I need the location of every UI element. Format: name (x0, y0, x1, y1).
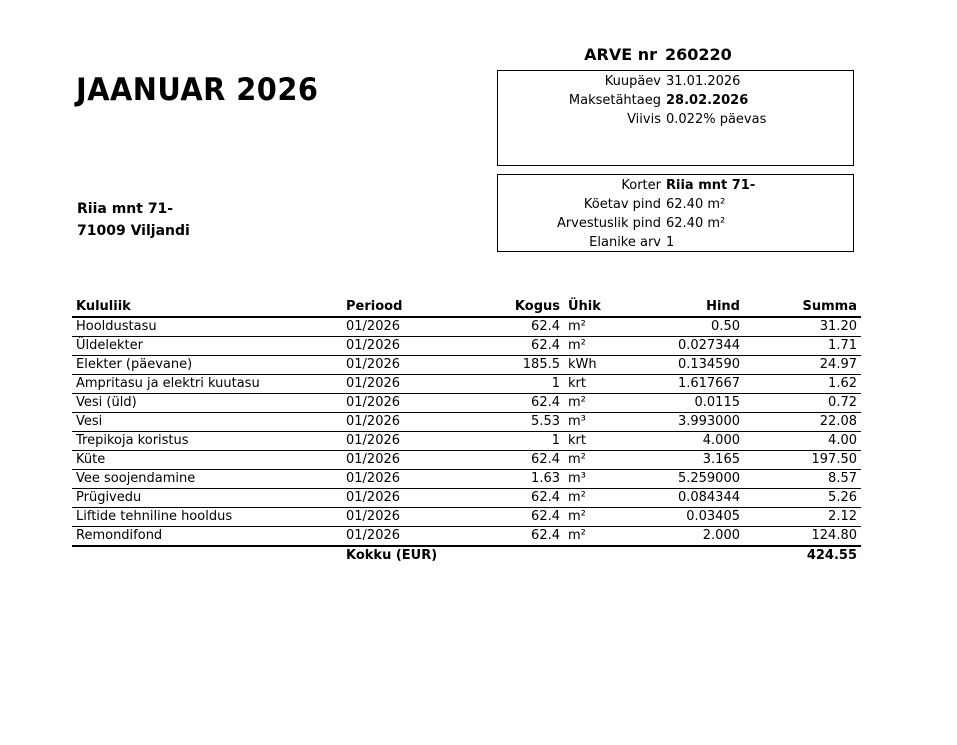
cell-quantity: 62.4 (482, 508, 564, 527)
late-fee-row (498, 110, 853, 129)
table-header-row (72, 297, 861, 317)
total-label: Kokku (EUR) (346, 548, 438, 563)
cell-period: 01/2026 (342, 432, 482, 451)
table-row (72, 432, 861, 451)
col-header-price: Hind (630, 297, 744, 317)
cell-sum: 5.26 (744, 489, 861, 508)
heated-area-row (498, 195, 853, 214)
cell-type: Vesi (72, 413, 342, 432)
cell-type: Trepikoja koristus (72, 432, 342, 451)
cell-quantity: 5.53 (482, 413, 564, 432)
col-header-sum: Summa (744, 297, 861, 317)
total-value: 424.55 (806, 548, 857, 563)
cell-type: Ampritasu ja elektri kuutasu (72, 375, 342, 394)
cell-price: 0.50 (630, 317, 744, 337)
cell-unit: m² (564, 527, 630, 547)
invoice-label: ARVE nr (584, 45, 657, 64)
cell-price: 0.134590 (630, 356, 744, 375)
cell-type: Hooldustasu (72, 317, 342, 337)
cell-unit: krt (564, 375, 630, 394)
invoice-date-value: 31.01.2026 (666, 74, 741, 89)
table-total-row (72, 546, 861, 565)
cell-type: Remondifond (72, 527, 342, 547)
invoice-number-line (582, 45, 732, 64)
cell-unit: m² (564, 337, 630, 356)
table-row (72, 470, 861, 489)
cell-sum: 0.72 (744, 394, 861, 413)
invoice-date-label: Kuupäev (604, 74, 661, 89)
late-fee-value: 0.022% päevas (666, 112, 767, 127)
col-header-quantity: Kogus (482, 297, 564, 317)
cell-unit: m² (564, 489, 630, 508)
apartment-value: Riia mnt 71- (666, 178, 756, 193)
cell-type: Elekter (päevane) (72, 356, 342, 375)
heated-area-value: 62.40 m² (666, 197, 726, 212)
cell-sum: 24.97 (744, 356, 861, 375)
cell-unit: kWh (564, 356, 630, 375)
table-row (72, 489, 861, 508)
cell-unit: m³ (564, 470, 630, 489)
billing-area-label: Arvestuslik pind (556, 216, 661, 231)
cell-period: 01/2026 (342, 394, 482, 413)
cell-unit: krt (564, 432, 630, 451)
residents-label: Elanike arv (589, 235, 661, 250)
cell-price: 0.027344 (630, 337, 744, 356)
late-fee-label: Viivis (627, 112, 661, 127)
residents-value: 1 (666, 235, 675, 250)
col-header-period: Periood (342, 297, 482, 317)
residents-row (498, 233, 853, 252)
cell-quantity: 62.4 (482, 337, 564, 356)
table-row (72, 375, 861, 394)
table-row (72, 413, 861, 432)
cell-price: 1.617667 (630, 375, 744, 394)
heated-area-label: Köetav pind (583, 197, 661, 212)
cell-sum: 22.08 (744, 413, 861, 432)
cell-sum: 1.62 (744, 375, 861, 394)
cell-price: 0.0115 (630, 394, 744, 413)
table-row (72, 337, 861, 356)
cell-period: 01/2026 (342, 413, 482, 432)
cell-type: Üldelekter (72, 337, 342, 356)
recipient-address (77, 198, 190, 242)
cell-period: 01/2026 (342, 508, 482, 527)
billing-area-value: 62.40 m² (666, 216, 726, 231)
page-title: JAANUAR 2026 (76, 72, 319, 108)
cell-sum: 31.20 (744, 317, 861, 337)
cell-type: Vesi (üld) (72, 394, 342, 413)
cell-price: 3.993000 (630, 413, 744, 432)
cell-unit: m² (564, 451, 630, 470)
cell-quantity: 1 (482, 375, 564, 394)
cell-price: 0.084344 (630, 489, 744, 508)
apartment-row (498, 176, 853, 195)
cell-period: 01/2026 (342, 337, 482, 356)
cell-quantity: 62.4 (482, 451, 564, 470)
cell-period: 01/2026 (342, 356, 482, 375)
cell-period: 01/2026 (342, 317, 482, 337)
cell-period: 01/2026 (342, 375, 482, 394)
table-row (72, 317, 861, 337)
due-date-row (498, 91, 853, 110)
cell-unit: m² (564, 317, 630, 337)
due-date-label: Maksetähtaeg (568, 93, 661, 108)
col-header-type: Kululiik (72, 297, 342, 317)
address-line-1: Riia mnt 71- (77, 201, 174, 217)
cell-quantity: 62.4 (482, 317, 564, 337)
cell-quantity: 1 (482, 432, 564, 451)
cell-period: 01/2026 (342, 470, 482, 489)
invoice-number: 260220 (665, 45, 732, 64)
cell-type: Küte (72, 451, 342, 470)
table-row (72, 451, 861, 470)
cell-quantity: 62.4 (482, 527, 564, 547)
charges-table (72, 297, 861, 565)
table-row (72, 527, 861, 547)
cell-sum: 2.12 (744, 508, 861, 527)
cell-unit: m² (564, 394, 630, 413)
cell-sum: 8.57 (744, 470, 861, 489)
cell-price: 5.259000 (630, 470, 744, 489)
cell-unit: m² (564, 508, 630, 527)
col-header-unit: Ühik (564, 297, 630, 317)
apartment-label: Korter (621, 178, 661, 193)
apartment-details-box (497, 174, 854, 252)
cell-price: 3.165 (630, 451, 744, 470)
due-date-value: 28.02.2026 (666, 93, 749, 108)
invoice-details-box (497, 70, 854, 166)
billing-area-row (498, 214, 853, 233)
cell-price: 2.000 (630, 527, 744, 547)
cell-type: Liftide tehniline hooldus (72, 508, 342, 527)
invoice-date-row (498, 72, 853, 91)
table-row (72, 356, 861, 375)
cell-type: Vee soojendamine (72, 470, 342, 489)
cell-type: Prügivedu (72, 489, 342, 508)
address-line-2: 71009 Viljandi (77, 223, 190, 239)
cell-sum: 197.50 (744, 451, 861, 470)
cell-price: 0.03405 (630, 508, 744, 527)
cell-sum: 4.00 (744, 432, 861, 451)
cell-sum: 1.71 (744, 337, 861, 356)
cell-quantity: 185.5 (482, 356, 564, 375)
cell-unit: m³ (564, 413, 630, 432)
cell-price: 4.000 (630, 432, 744, 451)
cell-period: 01/2026 (342, 527, 482, 547)
cell-period: 01/2026 (342, 451, 482, 470)
cell-quantity: 62.4 (482, 394, 564, 413)
cell-period: 01/2026 (342, 489, 482, 508)
table-row (72, 508, 861, 527)
cell-quantity: 62.4 (482, 489, 564, 508)
table-row (72, 394, 861, 413)
cell-sum: 124.80 (744, 527, 861, 547)
cell-quantity: 1.63 (482, 470, 564, 489)
table-body (72, 317, 861, 546)
